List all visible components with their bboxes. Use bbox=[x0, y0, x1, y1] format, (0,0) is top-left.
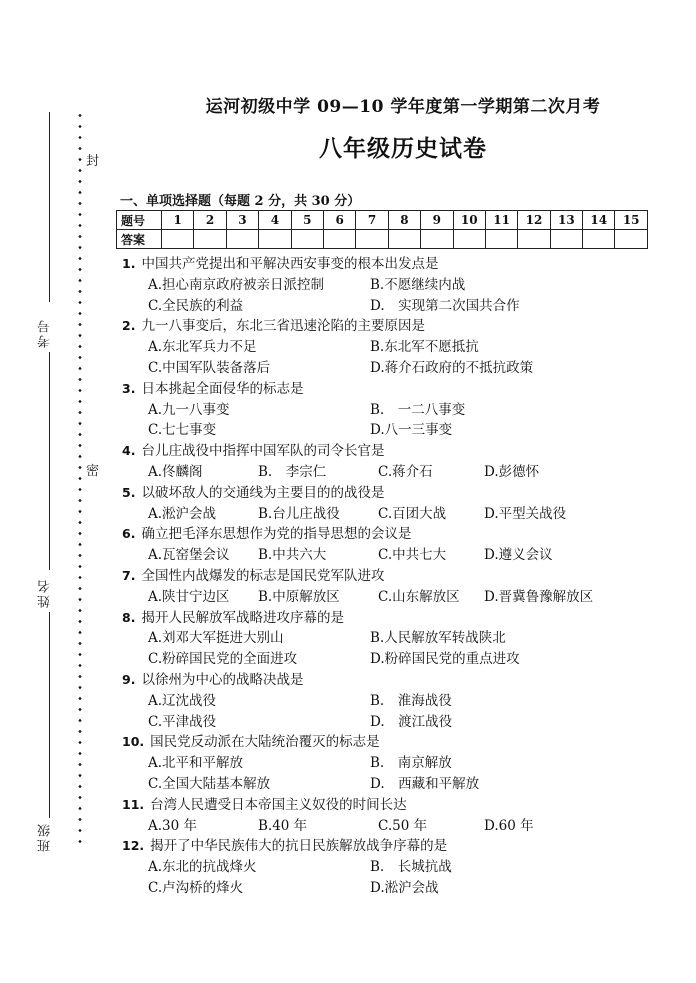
question-number: 9. bbox=[122, 671, 136, 687]
question-number-cell: 8 bbox=[388, 211, 420, 230]
answer-option: A.刘邓大军挺进大别山 bbox=[148, 630, 284, 647]
answer-cell[interactable] bbox=[323, 230, 355, 249]
answer-option: A.北平和平解放 bbox=[148, 755, 244, 772]
answer-option: C.山东解放区 bbox=[378, 588, 460, 605]
binding-margin bbox=[0, 0, 110, 983]
answer-option: D. 渡江战役 bbox=[370, 713, 453, 730]
answer-option: C.50 年 bbox=[378, 817, 428, 834]
option-row bbox=[122, 275, 682, 296]
answer-option: B. 南京解放 bbox=[370, 755, 452, 772]
question-text: 确立把毛泽东思想作为党的指导思想的会议是 bbox=[141, 526, 412, 543]
margin-line-mid bbox=[49, 352, 50, 570]
question-number-cell: 1 bbox=[162, 211, 194, 230]
question-number: 6. bbox=[122, 526, 136, 542]
question-stem bbox=[122, 608, 682, 629]
question-number: 3. bbox=[122, 380, 136, 396]
answer-cell[interactable] bbox=[421, 230, 453, 249]
answer-option: D.淞沪会战 bbox=[370, 879, 439, 896]
answer-option: A.瓦窑堡会议 bbox=[148, 547, 230, 564]
question-number-cell: 13 bbox=[550, 211, 582, 230]
question-number: 12. bbox=[122, 838, 145, 854]
question-number-cell: 2 bbox=[194, 211, 226, 230]
answer-option: C.全国大陆基本解放 bbox=[148, 775, 271, 792]
question-number: 8. bbox=[122, 609, 136, 625]
question-text: 以徐州为中心的战略决战是 bbox=[141, 671, 304, 688]
question-number-cell: 5 bbox=[291, 211, 323, 230]
question-stem bbox=[122, 795, 682, 816]
seal-char-mi: 密 bbox=[86, 464, 100, 479]
option-row bbox=[122, 857, 682, 878]
answer-table-number-row bbox=[117, 211, 648, 230]
question-stem bbox=[122, 836, 682, 857]
option-row bbox=[122, 504, 682, 525]
option-row bbox=[122, 691, 682, 712]
question-text: 以破坏敌人的交通线为主要目的的战役是 bbox=[141, 484, 385, 501]
answer-option: B.不愿继续内战 bbox=[370, 276, 466, 293]
question-stem bbox=[122, 316, 682, 337]
question-number-cell: 3 bbox=[226, 211, 258, 230]
option-row bbox=[122, 545, 682, 566]
margin-line-bottom bbox=[49, 612, 50, 818]
answer-option: D. 西藏和平解放 bbox=[370, 775, 480, 792]
question-number-cell: 15 bbox=[615, 211, 647, 230]
row-label-answer: 答案 bbox=[117, 230, 162, 249]
question-text: 日本挑起全面侵华的标志是 bbox=[141, 380, 304, 397]
answer-option: C.平津战役 bbox=[148, 713, 217, 730]
answer-option: B.中原解放区 bbox=[258, 588, 340, 605]
question-stem bbox=[122, 566, 682, 587]
option-row bbox=[122, 358, 682, 379]
question-text: 台湾人民遭受日本帝国主义奴役的时间长达 bbox=[150, 796, 407, 813]
section-title: 一、单项选择题（每题 2 分，共 30 分） bbox=[120, 194, 361, 209]
answer-cell[interactable] bbox=[388, 230, 420, 249]
question-number: 2. bbox=[122, 318, 136, 334]
answer-cell[interactable] bbox=[226, 230, 258, 249]
answer-option: C.七七事变 bbox=[148, 422, 217, 439]
question-text: 揭开人民解放军战略进攻序幕的是 bbox=[141, 609, 344, 626]
answer-option: A.九一八事变 bbox=[148, 401, 230, 418]
question-number-cell: 4 bbox=[259, 211, 291, 230]
question-number: 4. bbox=[122, 443, 136, 459]
answer-option: B.台儿庄战役 bbox=[258, 505, 340, 522]
question-stem bbox=[122, 254, 682, 275]
question-stem bbox=[122, 670, 682, 691]
question-text: 揭开了中华民族伟大的抗日民族解放战争序幕的是 bbox=[150, 838, 448, 855]
answer-option: D.平型关战役 bbox=[484, 505, 567, 522]
question-number-cell: 10 bbox=[453, 211, 485, 230]
answer-option: C.卢沟桥的烽火 bbox=[148, 879, 244, 896]
paper-title: 八年级历史试卷 bbox=[319, 135, 487, 162]
option-row bbox=[122, 753, 682, 774]
answer-option: D.遵义会议 bbox=[484, 547, 553, 564]
answer-table bbox=[116, 210, 648, 249]
answer-cell[interactable] bbox=[259, 230, 291, 249]
answer-option: A.佟麟阁 bbox=[148, 463, 203, 480]
answer-option: D.粉碎国民党的重点进攻 bbox=[370, 651, 520, 668]
answer-option: C.全民族的利益 bbox=[148, 297, 244, 314]
answer-option: D.60 年 bbox=[484, 817, 534, 834]
question-stem bbox=[122, 483, 682, 504]
answer-cell[interactable] bbox=[356, 230, 388, 249]
question-list bbox=[122, 254, 682, 899]
question-text: 台儿庄战役中指挥中国军队的司令长官是 bbox=[141, 443, 385, 460]
answer-cell[interactable] bbox=[518, 230, 550, 249]
answer-option: B.40 年 bbox=[258, 817, 308, 834]
option-row bbox=[122, 712, 682, 733]
answer-option: C.中共七大 bbox=[378, 547, 447, 564]
option-row bbox=[122, 649, 682, 670]
answer-option: C.中国军队装备落后 bbox=[148, 359, 271, 376]
question-number-cell: 6 bbox=[323, 211, 355, 230]
answer-option: A.东北军兵力不足 bbox=[148, 339, 257, 356]
answer-cell[interactable] bbox=[550, 230, 582, 249]
answer-cell[interactable] bbox=[162, 230, 194, 249]
answer-option: D. 实现第二次国共合作 bbox=[370, 297, 520, 314]
margin-line-top bbox=[49, 112, 50, 302]
answer-option: D.晋冀鲁豫解放区 bbox=[484, 588, 594, 605]
option-row bbox=[122, 420, 682, 441]
question-number: 1. bbox=[122, 256, 136, 271]
question-number-cell: 7 bbox=[356, 211, 388, 230]
question-number: 11. bbox=[122, 796, 145, 812]
answer-option: B.人民解放军转战陕北 bbox=[370, 630, 506, 647]
question-number-cell: 14 bbox=[583, 211, 615, 230]
question-stem bbox=[122, 441, 682, 462]
question-stem bbox=[122, 524, 682, 545]
question-text: 九一八事变后，东北三省迅速沦陷的主要原因是 bbox=[141, 318, 425, 335]
class-label: 班级 bbox=[38, 822, 53, 852]
answer-option: D.八一三事变 bbox=[370, 422, 453, 439]
answer-table-answer-row bbox=[117, 230, 648, 249]
answer-option: C.粉碎国民党的全面进攻 bbox=[148, 651, 298, 668]
answer-cell[interactable] bbox=[615, 230, 647, 249]
question-stem bbox=[122, 732, 682, 753]
option-row bbox=[122, 296, 682, 317]
question-number: 7. bbox=[122, 567, 136, 583]
answer-option: A.担心南京政府被亲日派控制 bbox=[148, 276, 325, 293]
answer-cell[interactable] bbox=[194, 230, 226, 249]
answer-option: D.彭德怀 bbox=[484, 463, 540, 480]
question-number-cell: 12 bbox=[518, 211, 550, 230]
option-row bbox=[122, 816, 682, 837]
question-text: 国民党反动派在大陆统治覆灭的标志是 bbox=[150, 734, 380, 751]
question-stem bbox=[122, 379, 682, 400]
option-row bbox=[122, 878, 682, 899]
answer-cell[interactable] bbox=[485, 230, 517, 249]
answer-option: C.百团大战 bbox=[378, 505, 447, 522]
seal-char-feng: 封 bbox=[86, 154, 100, 169]
option-row bbox=[122, 337, 682, 358]
seal-dotted-line bbox=[78, 110, 82, 850]
answer-option: A.东北的抗战烽火 bbox=[148, 859, 257, 876]
answer-option: C.蒋介石 bbox=[378, 463, 433, 480]
question-number: 10. bbox=[122, 734, 145, 750]
question-number-cell: 9 bbox=[421, 211, 453, 230]
question-text: 中国共产党提出和平解决西安事变的根本出发点是 bbox=[141, 256, 439, 272]
option-row bbox=[122, 774, 682, 795]
answer-option: B. 长城抗战 bbox=[370, 859, 452, 876]
answer-option: A.淞沪会战 bbox=[148, 505, 217, 522]
question-number: 5. bbox=[122, 484, 136, 500]
name-label: 姓名 bbox=[38, 578, 53, 608]
option-row bbox=[122, 587, 682, 608]
option-row bbox=[122, 400, 682, 421]
row-label-number: 题号 bbox=[117, 211, 162, 230]
answer-option: B.东北军不愿抵抗 bbox=[370, 339, 479, 356]
question-number-cell: 11 bbox=[485, 211, 517, 230]
answer-option: B. 李宗仁 bbox=[258, 463, 327, 480]
answer-cell[interactable] bbox=[291, 230, 323, 249]
option-row bbox=[122, 628, 682, 649]
answer-option: A.陕甘宁边区 bbox=[148, 588, 230, 605]
answer-cell[interactable] bbox=[453, 230, 485, 249]
answer-option: A.30 年 bbox=[148, 817, 198, 834]
school-title: 运河初级中学 09—10 学年度第一学期第二次月考 bbox=[205, 97, 601, 117]
option-row bbox=[122, 462, 682, 483]
exam-no-label: 考号 bbox=[38, 318, 53, 348]
answer-option: B.中共六大 bbox=[258, 547, 327, 564]
answer-option: B. 一二八事变 bbox=[370, 401, 466, 418]
answer-option: A.辽沈战役 bbox=[148, 692, 217, 709]
answer-cell[interactable] bbox=[583, 230, 615, 249]
answer-option: D.蒋介石政府的不抵抗政策 bbox=[370, 359, 534, 376]
answer-option: B. 淮海战役 bbox=[370, 692, 452, 709]
question-text: 全国性内战爆发的标志是国民党军队进攻 bbox=[141, 567, 385, 584]
